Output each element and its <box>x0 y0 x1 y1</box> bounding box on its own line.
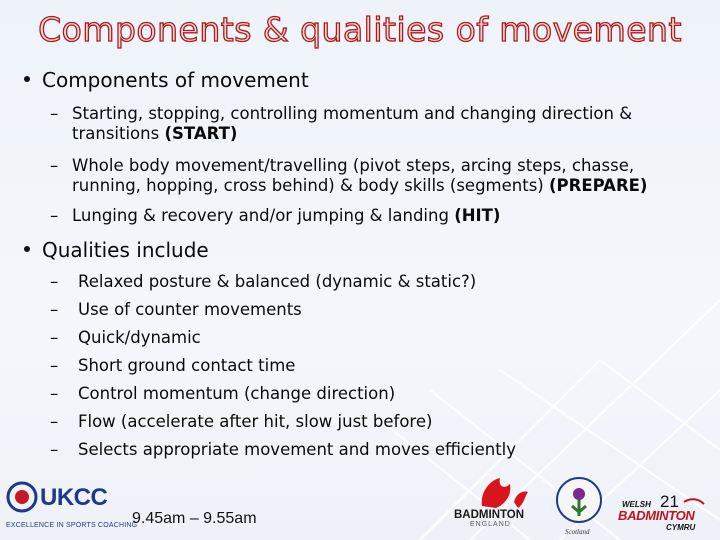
quality-text: Flow (accelerate after hit, slow just before) <box>78 412 433 431</box>
wales-logo-badminton: BADMINTON <box>618 508 695 523</box>
session-time: 9.45am – 9.55am <box>132 510 257 527</box>
england-logo-text: BADMINTON <box>454 509 525 521</box>
quality-item: – Quick/dynamic <box>50 328 201 347</box>
quality-text: Quick/dynamic <box>78 328 201 347</box>
quality-text: Selects appropriate movement and moves efficiently <box>78 440 517 459</box>
quality-text: Use of counter movements <box>78 300 302 319</box>
slide-title: Components & qualities of movement <box>38 10 682 49</box>
bullet-dot <box>24 246 30 252</box>
page-number: 21 <box>660 492 679 511</box>
quality-item: – Use of counter movements <box>50 300 302 319</box>
sub-item-hit: – Lunging & recovery and/or jumping & landing (HIT) <box>50 206 501 225</box>
quality-item: – Selects appropriate movement and moves efficiently <box>50 440 517 459</box>
sub-item-line: Whole body movement/travelling (pivot steps, arcing steps, chasse, <box>72 156 635 175</box>
wales-logo-cymru: CYMRU <box>666 523 696 532</box>
quality-item: – Relaxed posture & balanced (dynamic & static?) <box>50 272 477 291</box>
bullet-heading: Components of movement <box>42 68 309 92</box>
bullet-qualities <box>24 238 209 262</box>
sub-item-line: Starting, stopping, controlling momentum and changing direction & <box>72 104 633 123</box>
quality-item: – Short ground contact time <box>50 356 296 375</box>
quality-text: Control momentum (change direction) <box>78 384 396 403</box>
badminton-england-logo-icon <box>452 472 548 538</box>
scotland-logo-text: Scotland <box>565 528 590 536</box>
sub-item-tag: (HIT) <box>454 206 501 225</box>
sub-item-tag: (START) <box>164 124 238 143</box>
sub-item-line: transitions <box>72 124 165 143</box>
sub-item-tag: (PREPARE) <box>548 176 648 195</box>
wales-logo-welsh: WELSH <box>622 500 651 509</box>
sub-item-line: running, hopping, cross behind) & body skills (segments) <box>72 176 549 195</box>
sub-item-line: Lunging & recovery and/or jumping & landing <box>72 206 455 225</box>
bullet-heading: Qualities include <box>42 238 209 262</box>
england-logo-subtext: ENGLAND <box>470 521 511 528</box>
bullet-dot <box>24 76 30 82</box>
bullet-components <box>24 68 309 92</box>
quality-item: – Flow (accelerate after hit, slow just before) <box>50 412 433 431</box>
quality-item: – Control momentum (change direction) <box>50 384 396 403</box>
ukcc-tagline: EXCELLENCE IN SPORTS COACHING <box>6 522 138 529</box>
quality-text: Relaxed posture & balanced (dynamic & static?) <box>78 272 477 291</box>
ukcc-logo-text: UKCC <box>40 484 108 511</box>
sub-item-start: – Starting, stopping, controlling momentum and changing direction & transitions (START) <box>50 104 633 143</box>
quality-text: Short ground contact time <box>78 356 296 375</box>
sub-item-prepare: – Whole body movement/travelling (pivot steps, arcing steps, chasse, running, hopping, cross behind) & body skills (segments) (PREPARE) <box>50 156 648 195</box>
